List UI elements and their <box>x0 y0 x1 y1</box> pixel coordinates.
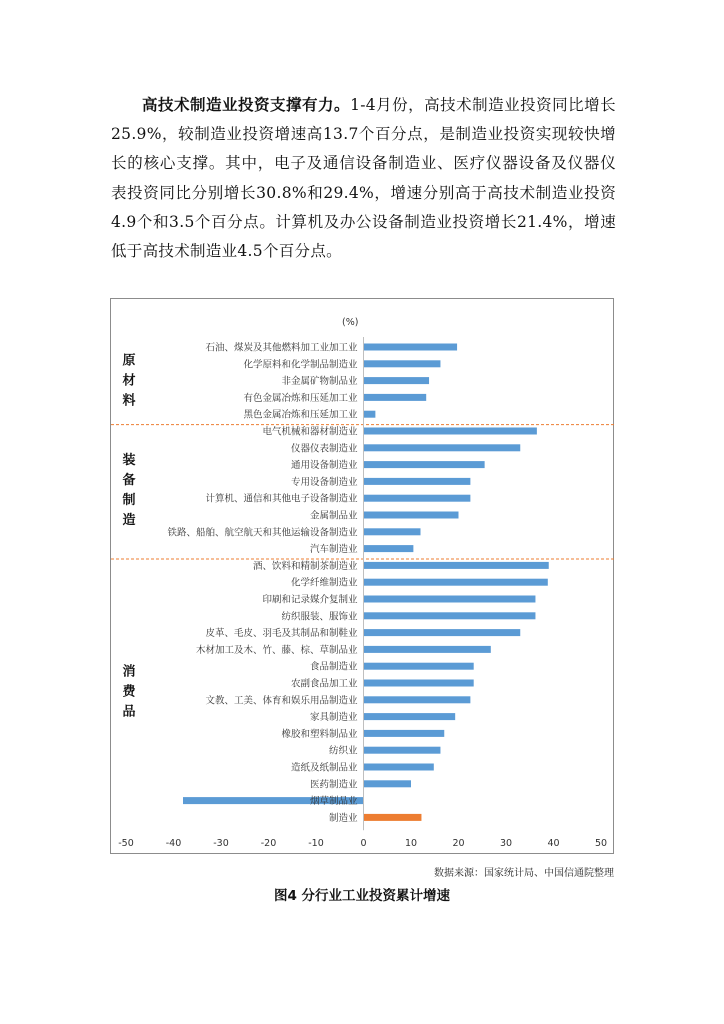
category-label: 汽车制造业 <box>309 544 358 556</box>
bar <box>364 478 471 485</box>
x-tick-label: 40 <box>547 838 560 850</box>
category-label: 木材加工及木、竹、藤、棕、草制品业 <box>195 644 358 656</box>
category-label: 纺织服装、服饰业 <box>281 611 358 623</box>
group-label-char: 造 <box>122 512 136 528</box>
industry-investment-bar-chart <box>111 299 615 855</box>
bar <box>364 596 536 603</box>
bar <box>364 764 434 771</box>
x-tick-label: -10 <box>308 838 324 850</box>
category-label: 专用设备制造业 <box>290 476 358 488</box>
bar <box>364 629 521 636</box>
x-tick-label: -40 <box>165 838 182 850</box>
group-label-char: 原 <box>122 353 136 369</box>
category-label: 化学纤维制造业 <box>290 577 358 589</box>
bar <box>364 579 548 586</box>
bar <box>364 814 422 821</box>
bar <box>364 512 459 519</box>
bar <box>364 360 441 367</box>
x-tick-label: 10 <box>404 838 418 850</box>
bar <box>364 747 441 754</box>
x-tick-label: 30 <box>499 838 513 850</box>
bar <box>364 646 491 653</box>
category-label: 文教、工美、体育和娱乐用品制造业 <box>205 695 358 707</box>
bar <box>364 612 536 619</box>
bar <box>364 713 456 720</box>
bar <box>364 562 549 569</box>
bar <box>364 528 421 535</box>
bar <box>364 344 458 351</box>
group-label-char: 装 <box>122 452 136 468</box>
bar <box>364 394 427 401</box>
bar <box>364 444 521 451</box>
category-label: 仪器仪表制造业 <box>290 443 358 455</box>
x-tick-label: -50 <box>118 838 134 850</box>
category-label: 通用设备制造业 <box>290 460 358 472</box>
group-label-char: 制 <box>122 492 136 508</box>
category-label: 纺织业 <box>328 745 358 757</box>
category-label: 黑色金属冶炼和压延加工业 <box>243 409 358 421</box>
category-label: 电气机械和器材制造业 <box>262 426 358 438</box>
bar <box>364 495 471 502</box>
category-label: 制造业 <box>328 812 358 824</box>
category-label: 石油、煤炭及其他燃料加工业加工业 <box>205 342 358 354</box>
category-label: 有色金属冶炼和压延加工业 <box>243 392 358 404</box>
bar <box>364 545 414 552</box>
group-label-char: 消 <box>122 664 136 680</box>
bar <box>364 680 474 687</box>
group-label-char: 品 <box>122 704 136 720</box>
category-label: 非金属矿物制品业 <box>281 376 358 388</box>
bar <box>364 730 445 737</box>
bar <box>364 696 471 703</box>
body-paragraph <box>111 90 616 266</box>
category-label: 金属制品业 <box>309 510 358 522</box>
category-label: 计算机、通信和其他电子设备制造业 <box>205 493 358 505</box>
category-label: 农副食品加工业 <box>290 678 358 690</box>
category-label: 橡胶和塑料制品业 <box>281 728 358 740</box>
x-tick-label: 50 <box>594 838 608 850</box>
paragraph-body: 1-4月份，高技术制造业投资同比增长25.9%，较制造业投资增速高13.7个百分点，是制造业投资实现较快增长的核心支撑。其中，电子及通信设备制造业、医疗仪器设备及仪器仪表投资同比分别增长30.8%和29.4%，增速分别高于高技术制造业投资4.9个和3.5个百分点。计算机及办公设备制造业投资增长21.4%，增速低于高技术制造业4.5个百分点。 <box>111 96 616 261</box>
group-label-char: 费 <box>122 684 136 700</box>
category-label: 化学原料和化学制品制造业 <box>243 359 358 371</box>
figure-caption: 图4 分行业工业投资累计增速 <box>273 888 451 904</box>
category-label: 医药制造业 <box>309 779 358 791</box>
x-tick-label: 20 <box>452 838 465 850</box>
x-tick-label: 0 <box>360 838 367 850</box>
unit-label: (%) <box>342 317 359 328</box>
x-tick-label: -30 <box>213 838 229 850</box>
paragraph-lead: 高技术制造业投资支撑有力。 <box>142 95 351 114</box>
category-label: 铁路、船舶、航空航天和其他运输设备制造业 <box>167 527 358 539</box>
bar <box>364 780 412 787</box>
bar <box>364 428 537 435</box>
category-label: 造纸及纸制品业 <box>290 762 358 774</box>
category-label: 家具制造业 <box>309 712 358 724</box>
group-label-char: 材 <box>122 373 136 389</box>
category-label: 酒、饮料和精制茶制造业 <box>252 560 358 572</box>
bar <box>364 461 485 468</box>
category-label: 食品制造业 <box>309 661 358 673</box>
bar <box>364 377 430 384</box>
source-note: 数据来源：国家统计局、中国信通院整理 <box>434 868 614 879</box>
bar <box>364 411 376 418</box>
bar <box>364 663 474 670</box>
category-label: 烟草制品业 <box>309 796 358 808</box>
category-label: 印刷和记录媒介复制业 <box>262 594 358 606</box>
x-tick-label: -20 <box>260 838 277 850</box>
category-label: 皮革、毛皮、羽毛及其制品和制鞋业 <box>205 628 358 640</box>
chart-frame <box>110 298 614 854</box>
group-label-char: 备 <box>122 472 136 488</box>
group-label-char: 料 <box>122 393 136 409</box>
